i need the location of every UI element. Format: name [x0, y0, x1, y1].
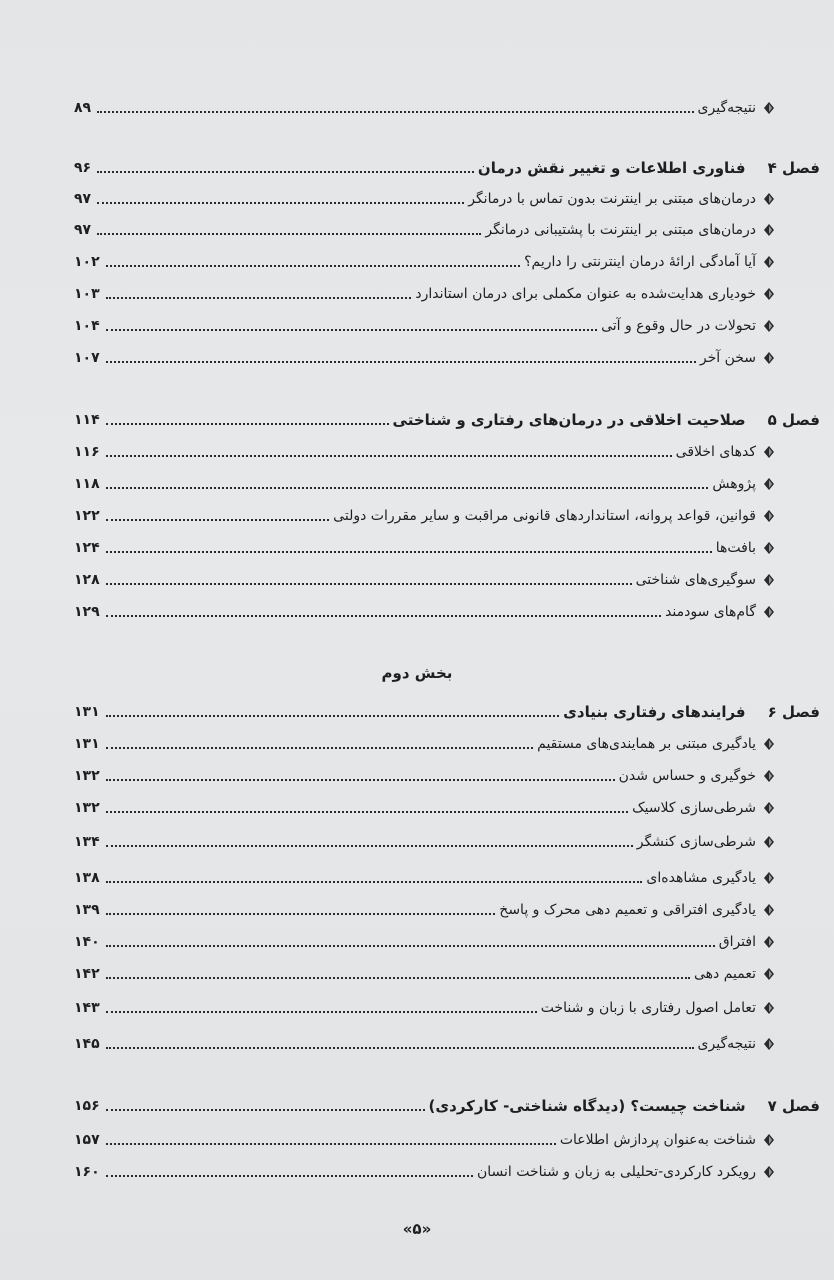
dot-leader — [106, 913, 496, 915]
dot-leader — [106, 551, 712, 553]
toc-item — [74, 564, 774, 590]
dot-leader — [106, 583, 632, 585]
chapter-title: شناخت چیست؟ (دیدگاه شناختی- کارکردی) — [428, 1097, 746, 1115]
bullet-diamond-icon — [764, 478, 774, 490]
dot-leader — [106, 1047, 694, 1049]
bullet-diamond-icon — [764, 446, 774, 458]
toc-item — [74, 500, 774, 526]
bullet-diamond-icon — [764, 936, 774, 948]
dot-leader — [106, 423, 389, 425]
chapter-heading — [74, 152, 820, 178]
bullet-diamond-icon — [764, 256, 774, 268]
dot-leader — [106, 811, 628, 813]
page-number: ۱۰۲ — [74, 254, 100, 270]
page-number: ۱۲۸ — [74, 572, 100, 588]
chapter-label: فصل ۵ — [767, 411, 820, 429]
bullet-diamond-icon — [764, 224, 774, 236]
dot-leader — [106, 779, 615, 781]
toc-item-text: پژوهش — [712, 476, 756, 492]
dot-leader — [97, 202, 464, 204]
bullet-diamond-icon — [764, 1002, 774, 1014]
toc-item-text: گام‌های سودمند — [665, 604, 756, 620]
bullet-diamond-icon — [764, 738, 774, 750]
dot-leader — [106, 1175, 473, 1177]
dot-leader — [106, 1143, 556, 1145]
toc-item — [74, 246, 774, 272]
toc-item-text: آیا آمادگی ارائهٔ درمان اینترنتی را داریم؟ — [524, 254, 756, 270]
dot-leader — [106, 1011, 537, 1013]
toc-item-text: تعامل اصول رفتاری با زبان و شناخت — [540, 1000, 756, 1016]
bullet-diamond-icon — [764, 510, 774, 522]
page-number: ۱۲۹ — [74, 604, 100, 620]
chapter-label: فصل ۶ — [767, 703, 820, 721]
toc-item-text: قوانین، قواعد پروانه، استانداردهای قانونی مراقبت و سایر مقررات دولتی — [333, 508, 756, 524]
page-number: ۱۳۲ — [74, 768, 100, 784]
page-number: ۱۵۶ — [74, 1098, 100, 1114]
page-number: ۱۴۵ — [74, 1036, 100, 1052]
dot-leader — [106, 297, 412, 299]
toc-item — [74, 278, 774, 304]
toc-item — [74, 183, 774, 209]
chapter-title: صلاحیت اخلاقی در درمان‌های رفتاری و شناختی — [392, 411, 746, 429]
dot-leader — [106, 329, 597, 331]
toc-item-text: تعمیم دهی — [693, 966, 756, 982]
toc-item — [74, 532, 774, 558]
bullet-diamond-icon — [764, 802, 774, 814]
bullet-diamond-icon — [764, 1038, 774, 1050]
page-number: ۱۲۴ — [74, 540, 100, 556]
chapter-title: فناوری اطلاعات و تغییر نقش درمان — [477, 159, 746, 177]
toc-item — [74, 92, 774, 118]
page-number: ۱۵۷ — [74, 1132, 100, 1148]
toc-item-text: کدهای اخلاقی — [675, 444, 756, 460]
page-number: ۹۷ — [74, 222, 92, 238]
bullet-diamond-icon — [764, 193, 774, 205]
page-number: ۱۳۹ — [74, 902, 100, 918]
toc-item — [74, 792, 774, 818]
page-number: ۱۳۱ — [74, 736, 100, 752]
page-number: ۱۳۴ — [74, 834, 100, 850]
page-number: ۱۰۷ — [74, 350, 100, 366]
toc-item-text: شرطی‌سازی کلاسیک — [632, 800, 756, 816]
dot-leader — [97, 233, 481, 235]
dot-leader — [106, 1109, 425, 1111]
dot-leader — [97, 171, 474, 173]
toc-item — [74, 310, 774, 336]
toc-item — [74, 862, 774, 888]
bullet-diamond-icon — [764, 606, 774, 618]
toc-item — [74, 1124, 774, 1150]
toc-item — [74, 894, 774, 920]
bullet-diamond-icon — [764, 904, 774, 916]
toc-item — [74, 728, 774, 754]
bullet-diamond-icon — [764, 102, 774, 114]
bullet-diamond-icon — [764, 968, 774, 980]
dot-leader — [97, 111, 693, 113]
dot-leader — [106, 977, 690, 979]
toc-item-text: درمان‌های مبتنی بر اینترنت با پشتیبانی درمانگر — [485, 222, 756, 238]
bullet-diamond-icon — [764, 574, 774, 586]
toc-item-text: افتراق — [718, 934, 756, 950]
dot-leader — [106, 945, 715, 947]
chapter-heading — [74, 1090, 820, 1116]
toc-item-text: شرطی‌سازی کنشگر — [636, 834, 756, 850]
page-number: ۱۰۳ — [74, 286, 100, 302]
dot-leader — [106, 881, 643, 883]
page-number: ۱۶۰ — [74, 1164, 100, 1180]
dot-leader — [106, 361, 696, 363]
dot-leader — [106, 455, 672, 457]
page-number-footer: «۵» — [402, 1220, 432, 1238]
page-number: ۱۳۲ — [74, 800, 100, 816]
dot-leader — [106, 519, 330, 521]
page-number: ۹۷ — [74, 191, 92, 207]
toc-item-text: یادگیری مبتنی بر همایندی‌های مستقیم — [537, 736, 756, 752]
toc-item-text: شناخت به‌عنوان پردازش اطلاعات — [559, 1132, 756, 1148]
page-number: ۱۴۳ — [74, 1000, 100, 1016]
page-number: ۱۲۲ — [74, 508, 100, 524]
page-number: ۱۱۴ — [74, 412, 100, 428]
toc-item-text: نتیجه‌گیری — [697, 100, 756, 116]
toc-item — [74, 1028, 774, 1054]
bullet-diamond-icon — [764, 288, 774, 300]
toc-item-text: تحولات در حال وقوع و آتی — [601, 318, 756, 334]
page-number: ۱۴۰ — [74, 934, 100, 950]
chapter-title: فرایندهای رفتاری بنیادی — [563, 703, 746, 721]
bullet-diamond-icon — [764, 872, 774, 884]
toc-item — [74, 826, 774, 852]
page-number: ۱۰۴ — [74, 318, 100, 334]
page-number: ۱۳۱ — [74, 704, 100, 720]
chapter-heading — [74, 696, 820, 722]
toc-item-text: خوگیری و حساس شدن — [618, 768, 756, 784]
toc-item — [74, 214, 774, 240]
toc-item-text: رویکرد کارکردی-تحلیلی به زبان و شناخت انسان — [476, 1164, 756, 1180]
toc-item-text: سوگیری‌های شناختی — [635, 572, 756, 588]
toc-item-text: بافت‌ها — [715, 540, 756, 556]
bullet-diamond-icon — [764, 1134, 774, 1146]
dot-leader — [106, 615, 661, 617]
chapter-label: فصل ۴ — [767, 159, 820, 177]
toc-item-text: خودیاری هدایت‌شده به عنوان مکملی برای درمان استاندارد — [415, 286, 756, 302]
toc-item — [74, 342, 774, 368]
bullet-diamond-icon — [764, 836, 774, 848]
bullet-diamond-icon — [764, 542, 774, 554]
toc-item-text: درمان‌های مبتنی بر اینترنت بدون تماس با درمانگر — [468, 191, 756, 207]
chapter-heading — [74, 404, 820, 430]
toc-item — [74, 1156, 774, 1182]
page-number: ۱۱۶ — [74, 444, 100, 460]
toc-item-text: نتیجه‌گیری — [697, 1036, 756, 1052]
dot-leader — [106, 845, 633, 847]
bullet-diamond-icon — [764, 1166, 774, 1178]
page-number: ۹۶ — [74, 160, 92, 176]
bullet-diamond-icon — [764, 320, 774, 332]
dot-leader — [106, 487, 709, 489]
toc-item-text: یادگیری افتراقی و تعمیم دهی محرک و پاسخ — [499, 902, 756, 918]
dot-leader — [106, 265, 520, 267]
toc-item — [74, 468, 774, 494]
dot-leader — [106, 747, 534, 749]
bullet-diamond-icon — [764, 352, 774, 364]
toc-item — [74, 958, 774, 984]
chapter-label: فصل ۷ — [767, 1097, 820, 1115]
toc-item — [74, 436, 774, 462]
toc-item-text: یادگیری مشاهده‌ای — [646, 870, 756, 886]
dot-leader — [106, 715, 559, 717]
toc-item — [74, 926, 774, 952]
page-number: ۱۴۲ — [74, 966, 100, 982]
toc-item-text: سخن آخر — [699, 350, 756, 366]
toc-item — [74, 760, 774, 786]
page-number: ۸۹ — [74, 100, 92, 116]
page-number: ۱۳۸ — [74, 870, 100, 886]
bullet-diamond-icon — [764, 770, 774, 782]
page-number: ۱۱۸ — [74, 476, 100, 492]
toc-item — [74, 596, 774, 622]
toc-item — [74, 992, 774, 1018]
part-title: بخش دوم — [381, 664, 453, 682]
